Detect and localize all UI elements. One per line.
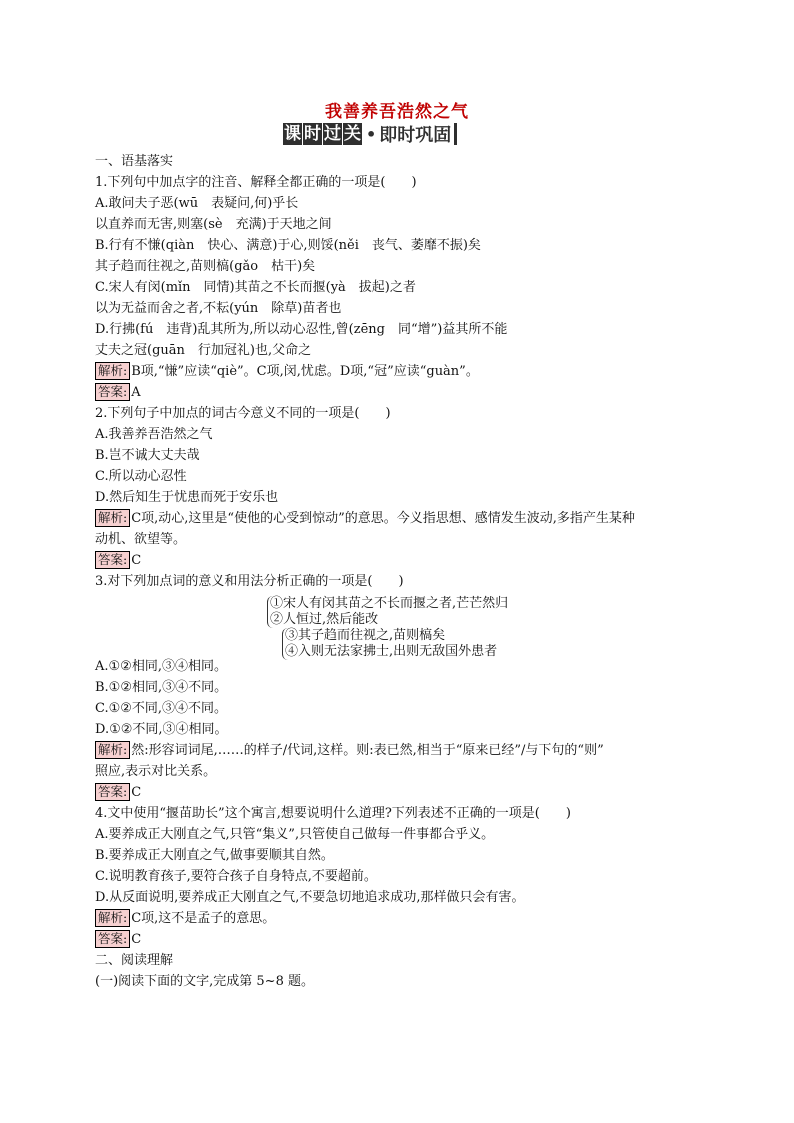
- q1-line: D.行拂(fú 违背)乱其所为,所以动心忍性,曾(zēng 同“增”)益其所不能: [95, 322, 508, 337]
- analysis-text: C项,这不是孟子的意思。: [131, 911, 276, 926]
- answer-tag: 答案:: [95, 930, 130, 948]
- q3-sentence: ④入则无法家拂士,出则无敌国外患者: [285, 644, 498, 659]
- banner-char: 关: [344, 124, 361, 144]
- q2-option: A.我善养吾浩然之气: [95, 427, 213, 442]
- q3-sentence: ②人恒过,然后能改: [270, 612, 379, 627]
- q4-stem: 4.文中使用“揠苗助长”这个寓言,想要说明什么道理?下列表述不正确的一项是( ): [95, 806, 571, 821]
- q1-line: A.敢问夫子恶(wū 表疑问,何)乎长: [95, 196, 299, 211]
- q1-stem: 1.下列句中加点字的注音、解释全都正确的一项是( ): [95, 175, 417, 190]
- q4-option: A.要养成正大刚直之气,只管“集义”,只管使自己做每一件事都合乎义。: [95, 827, 495, 842]
- q4-answer: [95, 929, 715, 950]
- q2-analysis-cont: 动机、欲望等。: [95, 532, 187, 547]
- banner-char: 固: [433, 125, 452, 146]
- section-heading: 一、语基落实: [95, 154, 174, 169]
- answer-text: A: [131, 385, 141, 400]
- q2-answer: [95, 550, 715, 571]
- q1-answer: [95, 382, 715, 403]
- q3-answer: [95, 782, 715, 803]
- banner-char: 时: [397, 125, 416, 146]
- q3-option: B.①②相同,③④不同。: [95, 680, 228, 695]
- banner-dot: •: [366, 124, 377, 144]
- q3-sentence: ①宋人有闵其苗之不长而揠之者,芒芒然归: [270, 596, 509, 611]
- q2-option: C.所以动心忍性: [95, 469, 187, 484]
- q3-analysis: [95, 740, 715, 761]
- q2-analysis: [95, 508, 715, 529]
- q2-option: B.岂不诚大丈夫哉: [95, 448, 200, 463]
- banner-char: 课: [284, 124, 301, 144]
- analysis-tag: 解析:: [95, 909, 130, 927]
- answer-text: C: [131, 932, 142, 947]
- answer-tag: 答案:: [95, 783, 130, 801]
- answer-text: C: [131, 553, 142, 568]
- banner-char: 过: [324, 124, 341, 144]
- q1-line: 以直养而无害,则塞(sè 充满)于天地之间: [95, 217, 332, 232]
- q3-analysis-cont: 照应,表示对比关系。: [95, 764, 217, 779]
- q3-option: D.①②不同,③④相同。: [95, 722, 228, 737]
- reading-intro: (一)阅读下面的文字,完成第 5~8 题。: [95, 974, 314, 989]
- page-title: 我善养吾浩然之气: [325, 102, 469, 122]
- q1-line: 其子趋而往视之,苗则槁(gǎo 枯干)矣: [95, 259, 316, 274]
- banner: [283, 122, 457, 146]
- answer-tag: 答案:: [95, 383, 130, 401]
- q4-option: D.从反面说明,要养成正大刚直之气,不要急切地追求成功,那样做只会有害。: [95, 890, 525, 905]
- q2-option: D.然后知生于忧患而死于安乐也: [95, 490, 279, 505]
- q3-sentence: ③其子趋而往视之,苗则槁矣: [285, 628, 446, 643]
- q4-option: C.说明教育孩子,要符合孩子自身特点,不要超前。: [95, 869, 377, 884]
- analysis-tag: 解析:: [95, 741, 130, 759]
- answer-tag: 答案:: [95, 551, 130, 569]
- q3-stem: 3.对下列加点词的意义和用法分析正确的一项是( ): [95, 574, 404, 589]
- section-heading: 二、阅读理解: [95, 953, 174, 968]
- q1-line: 丈夫之冠(guān 行加冠礼)也,父命之: [95, 343, 312, 358]
- banner-bar: [454, 123, 457, 145]
- q3-group-2: [282, 628, 497, 660]
- q4-option: B.要养成正大刚直之气,做事要顺其自然。: [95, 848, 334, 863]
- analysis-tag: 解析:: [95, 509, 130, 527]
- banner-char: 时: [304, 124, 321, 144]
- q1-line: B.行有不慊(qiàn 快心、满意)于心,则馁(něi 丧气、萎靡不振)矣: [95, 238, 481, 253]
- q1-analysis: [95, 361, 715, 382]
- banner-char: 即: [379, 125, 398, 146]
- content: [95, 151, 715, 992]
- banner-char: 巩: [415, 125, 434, 146]
- q3-option: A.①②相同,③④相同。: [95, 659, 227, 674]
- q4-analysis: [95, 908, 715, 929]
- analysis-text: C项,动心,这里是“使他的心受到惊动”的意思。今义指思想、感情发生波动,多指产生某种: [131, 511, 635, 526]
- q3-group-1: [267, 596, 508, 628]
- analysis-tag: 解析:: [95, 362, 130, 380]
- q1-line: C.宋人有闵(mǐn 同情)其苗之不长而揠(yà 拔起)之者: [95, 280, 416, 295]
- answer-text: C: [131, 785, 142, 800]
- q1-line: 以为无益而舍之者,不耘(yún 除草)苗者也: [95, 301, 342, 316]
- q2-stem: 2.下列句子中加点的词古今意义不同的一项是( ): [95, 406, 391, 421]
- analysis-text: 然:形容词词尾,……的样子/代词,这样。则:表已然,相当于“原来已经”/与下句的“则”: [131, 743, 604, 758]
- analysis-text: B项,“慊”应读“qiè”。C项,闵,忧虑。D项,“冠”应读“guàn”。: [131, 364, 479, 379]
- q3-option: C.①②不同,③④不同。: [95, 701, 228, 716]
- q3-sentence-groups: [95, 592, 715, 659]
